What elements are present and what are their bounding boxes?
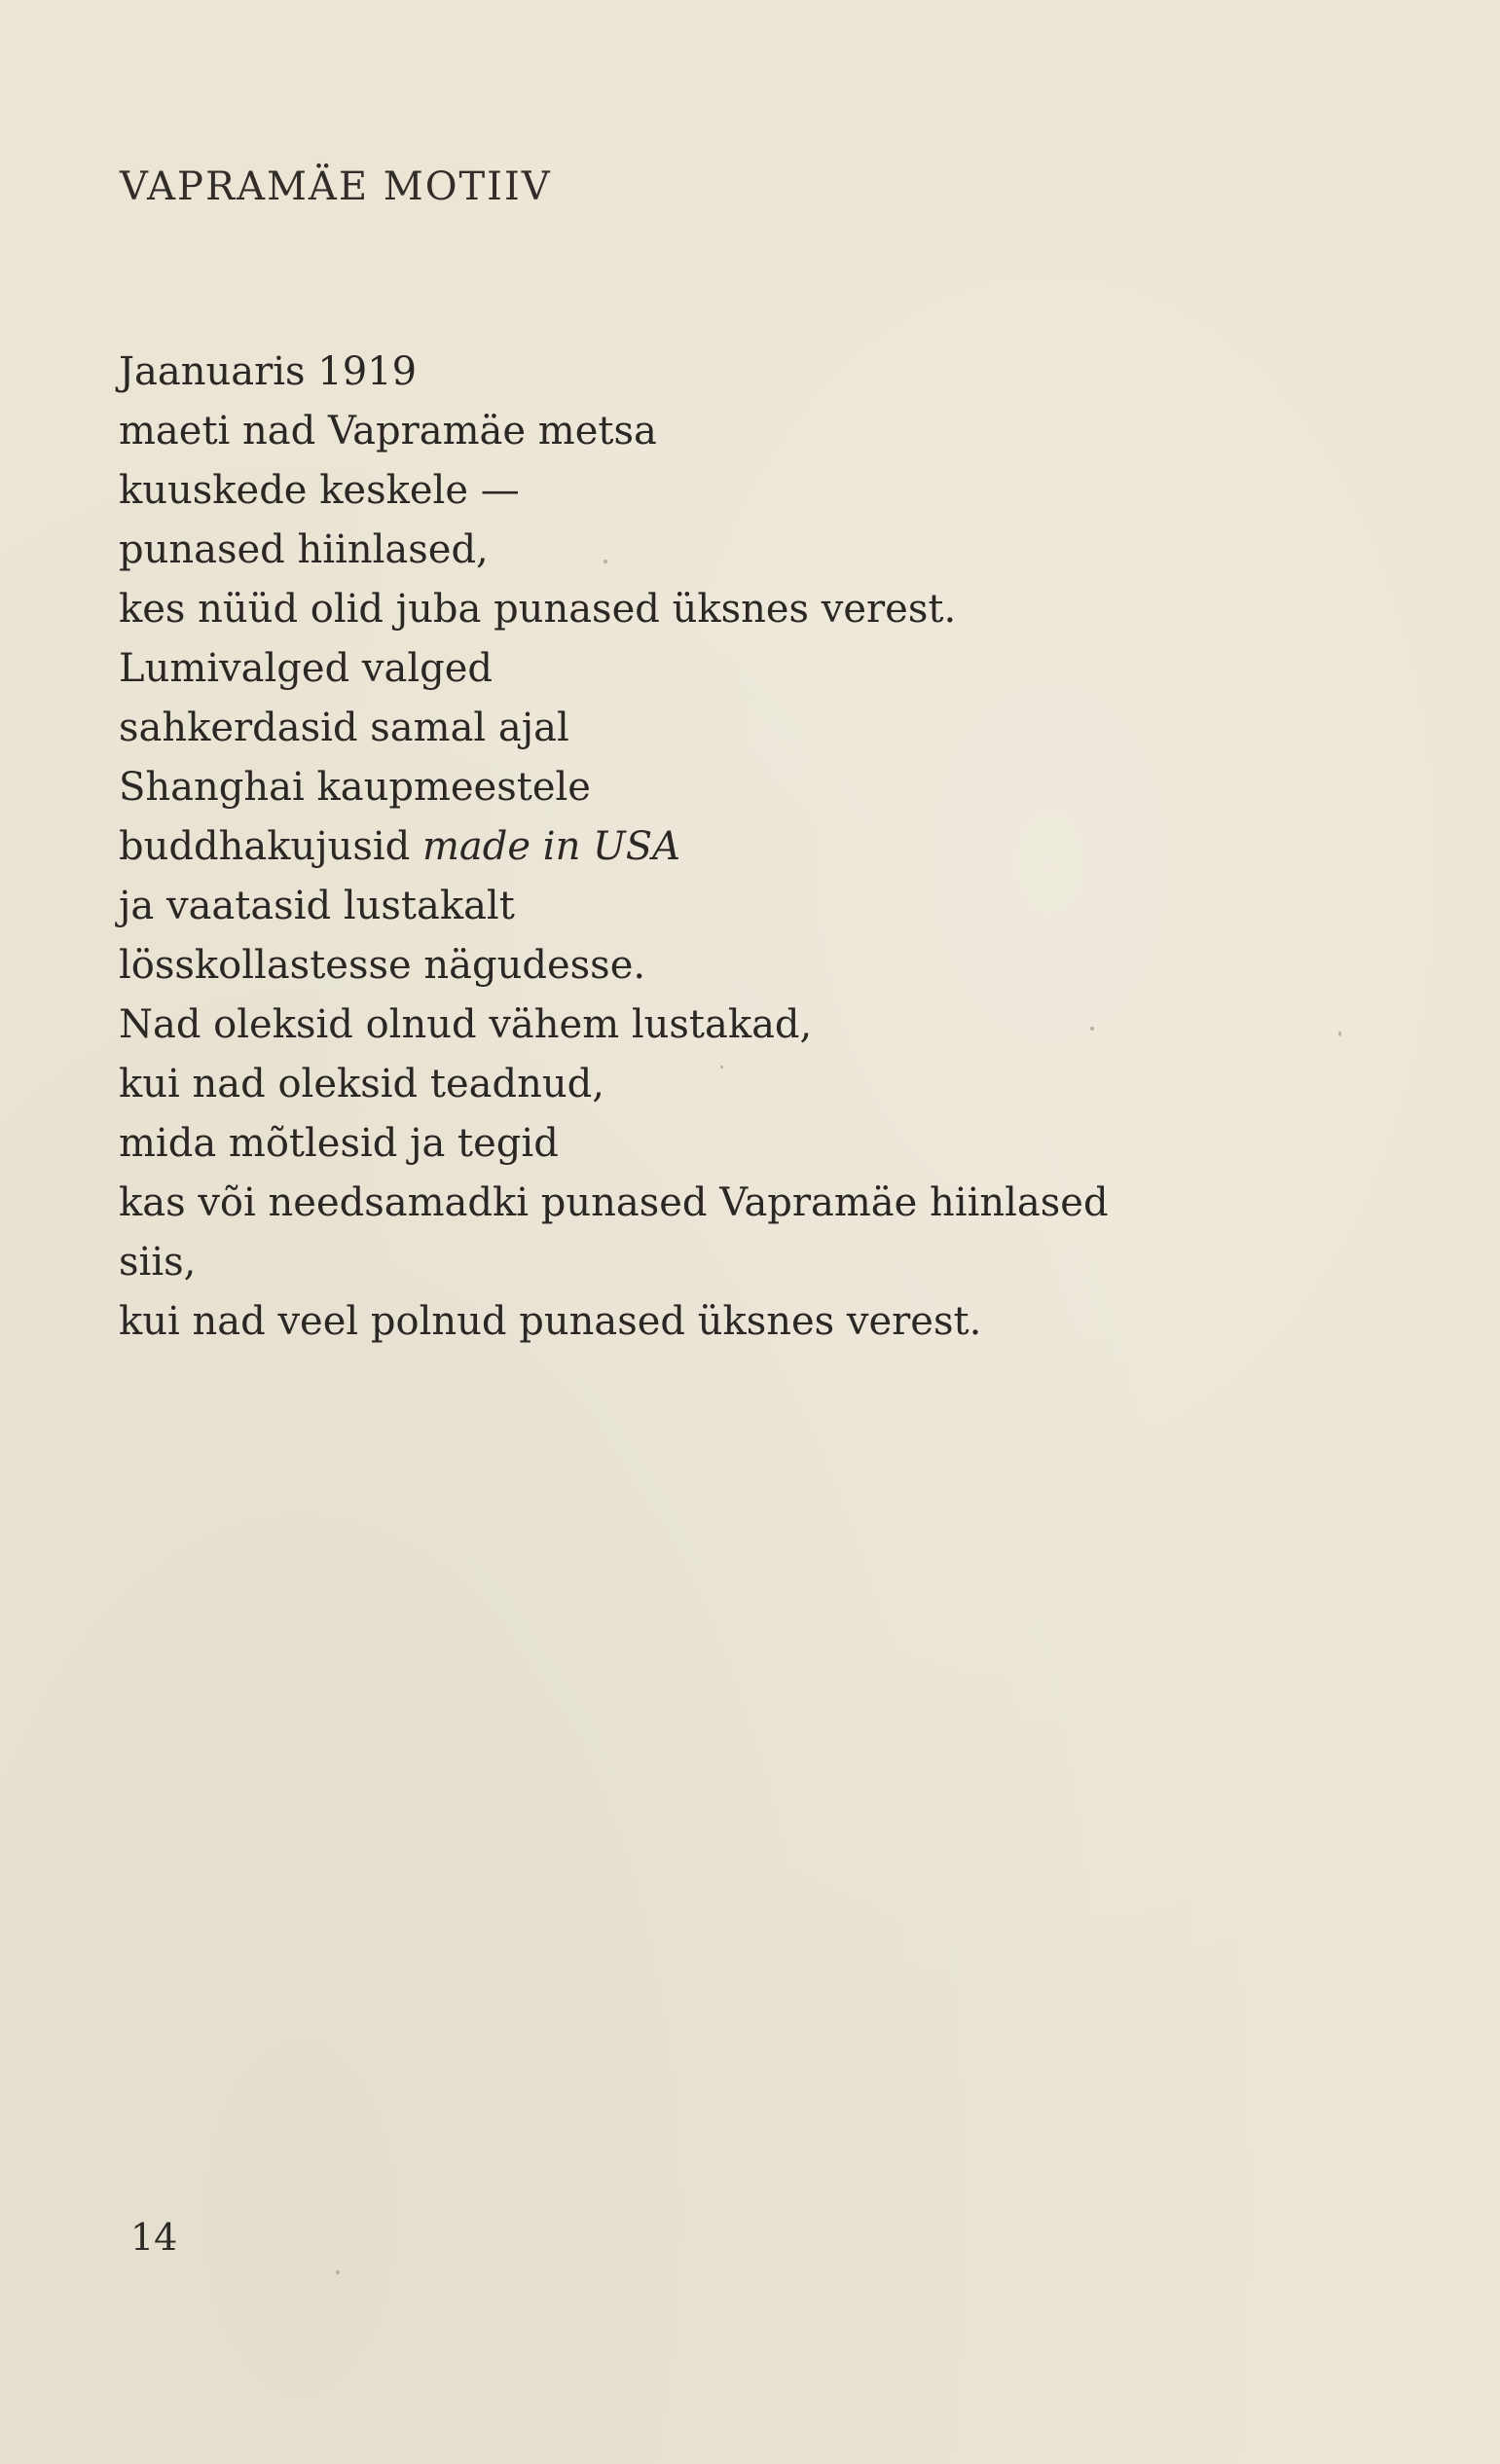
italic-phrase: made in USA [422, 824, 681, 869]
poem-line: Nad oleksid olnud vähem lustakad, [119, 1002, 813, 1047]
page-number: 14 [130, 2216, 178, 2259]
paper-speck [1338, 1032, 1341, 1036]
poem-line: Jaanuaris 1919 [119, 349, 418, 394]
paper-speck [604, 560, 607, 563]
poem-line: kas või needsamadki punased Vapramäe hiinlased [119, 1180, 1109, 1225]
poem-line: kes nüüd olid juba punased üksnes verest. [119, 587, 957, 632]
poem-body [119, 343, 1109, 1352]
paper-speck [336, 2270, 340, 2274]
paper-speck [1090, 1027, 1094, 1031]
poem-line: buddhakujusid made in USA [119, 824, 681, 869]
paper-speck [720, 1066, 723, 1069]
poem-line: kui nad oleksid teadnud, [119, 1062, 604, 1106]
poem-line: sahkerdasid samal ajal [119, 706, 569, 750]
poem-line: siis, [119, 1240, 197, 1285]
poem-line: mida mõtlesid ja tegid [119, 1121, 559, 1166]
poem-line: Shanghai kaupmeestele [119, 765, 591, 810]
poem-line: lösskollastesse nägudesse. [119, 943, 646, 988]
poem-line: kui nad veel polnud punased üksnes verest. [119, 1299, 982, 1344]
poem-line: ja vaatasid lustakalt [119, 884, 515, 928]
poem-title: VAPRAMÄE MOTIIV [120, 164, 552, 209]
poem-line: Lumivalged valged [119, 646, 494, 691]
poem-line: kuuskede keskele — [119, 468, 520, 513]
poem-line: punased hiinlased, [119, 527, 489, 572]
poem-line: maeti nad Vapramäe metsa [119, 409, 657, 453]
